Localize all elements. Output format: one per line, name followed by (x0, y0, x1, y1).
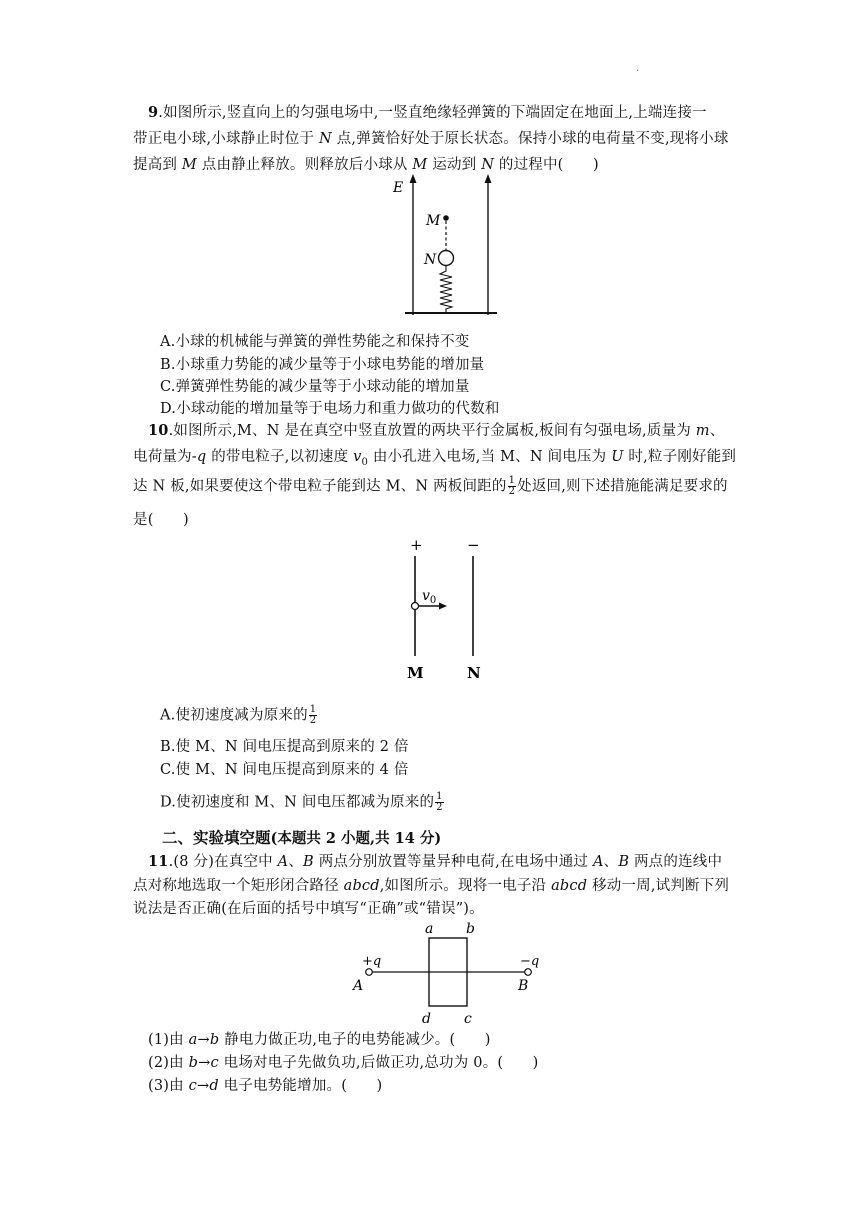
q10-line-4: 是( ) (133, 512, 189, 528)
q10-option-b: B.使 M、N 间电压提高到原来的 2 倍 (160, 739, 409, 755)
q9-figure (385, 170, 515, 325)
q11-label-minus-q: −q (520, 954, 540, 969)
q10-plus-sign: + (410, 536, 423, 554)
q11-statement-3: (3)由 c→d 电子电势能增加。( ) (148, 1078, 383, 1094)
q9-line-3: 提高到 M 点由静止释放。则释放后小球从 M 运动到 N 的过程中( ) (133, 157, 599, 173)
q11-statement-2: (2)由 b→c 电场对电子先做负功,后做正功,总功为 0。( ) (148, 1055, 539, 1071)
q10-line-3: 达 N 板,如果要使这个带电粒子能到达 M、N 两板间距的 $\frac{1}{2}$ 处返回,则下述措施能满足要求的 (133, 475, 728, 497)
q11-statement-1: (1)由 a→b 静电力做正功,电子的电势能减少。( ) (148, 1032, 491, 1048)
q9-number: 9 (148, 104, 159, 121)
q11-charge-B (525, 969, 532, 976)
q9-option-d: D.小球动能的增加量等于电场力和重力做功的代数和 (160, 401, 500, 417)
q10-minus-sign: − (467, 536, 480, 554)
q9-field-arrow-right (485, 174, 492, 183)
section-2-title: 二、实验填空题(本题共 2 小题,共 14 分) (162, 829, 442, 847)
q11-number: 11 (148, 853, 169, 870)
q11-line-2: 点对称地选取一个矩形闭合路径 abcd,如图所示。现将一电子沿 abcd 移动一周,试判断下列 (133, 878, 730, 894)
q9-spring (440, 266, 452, 312)
q11-label-plus-q: +q (362, 954, 382, 969)
q10-line-1: 10.如图所示,M、N 是在真空中竖直放置的两块平行金属板,板间有匀强电场,质量为 m、 (148, 422, 725, 439)
q9-option-a: A.小球的机械能与弹簧的弹性势能之和保持不变 (160, 334, 470, 350)
q9-label-N: N (424, 252, 437, 268)
q9-line-2: 带正电小球,小球静止时位于 N 点,弹簧恰好处于原长状态。保持小球的电荷量不变,现将小球 (133, 131, 729, 147)
q10-hole (412, 603, 419, 610)
q10-label-v: $v_0$ (422, 588, 437, 606)
q10-label-M: M (407, 664, 424, 682)
q10-option-a: A.使初速度减为原来的 $\frac{1}{2}$ (160, 704, 317, 726)
q11-charge-A (366, 969, 373, 976)
q11-figure (345, 918, 555, 1028)
q10-fraction-half: $\frac{1}{2}$ (508, 475, 516, 497)
q9-label-E: E (393, 180, 404, 196)
q11-label-d: d (422, 1011, 431, 1027)
q9-option-b: B.小球重力势能的减少量等于小球电势能的增加量 (160, 357, 485, 373)
q11-line-1: 11.(8 分)在真空中 A、B 两点分别放置等量异种电荷,在电场中通过 A、B 两点的连线中 (148, 853, 723, 870)
q9-point-M (443, 215, 449, 221)
q9-line-1: 9.如图所示,竖直向上的匀强电场中,一竖直绝缘轻弹簧的下端固定在地面上,上端连接一 (148, 104, 707, 121)
q10-label-N: N (467, 664, 481, 682)
q11-label-A: A (353, 978, 364, 994)
q9-field-arrow-left (410, 174, 417, 183)
q10-option-c: C.使 M、N 间电压提高到原来的 4 倍 (160, 762, 409, 778)
q11-line-3: 说法是否正确(在后面的括号中填写“正确”或“错误”)。 (133, 901, 484, 917)
q10-velocity-arrowhead (439, 603, 447, 610)
q11-label-b: b (466, 921, 475, 937)
q10-option-d: D.使初速度和 M、N 间电压都减为原来的 $\frac{1}{2}$ (160, 791, 443, 813)
q10-number: 10 (148, 422, 169, 439)
q9-option-c: C.弹簧弹性势能的减少量等于小球动能的增加量 (160, 379, 470, 395)
q9-label-M: M (426, 213, 441, 229)
q11-label-a: a (425, 921, 434, 937)
q9-ball-N (439, 251, 454, 266)
q10-figure (395, 538, 505, 688)
q11-label-c: c (464, 1011, 472, 1027)
q11-label-B: B (518, 978, 529, 994)
corner-mark: · (636, 66, 640, 77)
q10-line-2: 电荷量为-q 的带电粒子,以初速度 $v_0$ 由小孔进入电场,当 M、N 间电压为 U 时,粒子刚好能到 (133, 449, 737, 468)
